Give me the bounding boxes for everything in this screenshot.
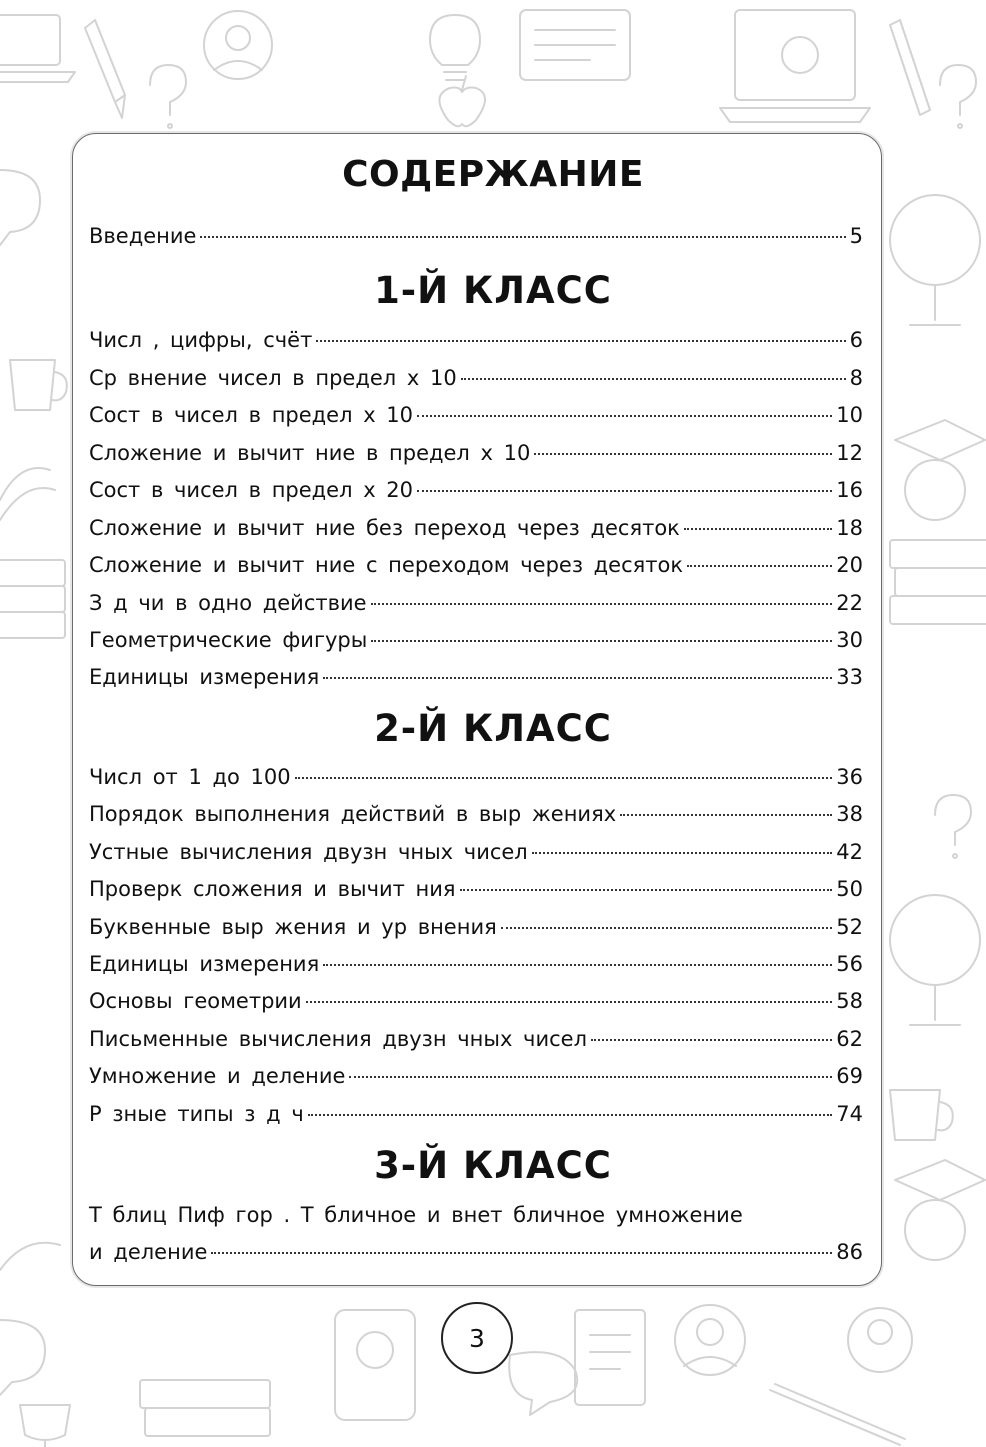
toc-entry-page: 52 [836, 915, 863, 939]
toc-entry[interactable] [89, 949, 863, 979]
toc-entry[interactable] [89, 986, 863, 1016]
dot-leader [295, 777, 833, 779]
toc-entry-page: 62 [836, 1027, 863, 1051]
toc-entry-label: Умножение и деление [89, 1064, 346, 1088]
toc-entry-page: 18 [836, 516, 863, 540]
graduation-cap-icon [895, 420, 985, 1260]
section-heading-grade-1: 1-Й КЛАСС [374, 269, 612, 312]
dot-leader [684, 528, 832, 530]
toc-entry-label: З д чи в одно действие [89, 591, 367, 615]
dot-leader [371, 603, 833, 605]
toc-entry-label: и деление [89, 1240, 208, 1264]
pencil-icon [85, 20, 125, 118]
toc-entry-page: 12 [836, 441, 863, 465]
toc-entry-label: Введение [89, 224, 197, 248]
toc-entry[interactable] [89, 1061, 863, 1091]
laptop-icon [0, 15, 75, 82]
toc-entry[interactable] [89, 1237, 863, 1267]
toc-entry-label: Числ , цифры, счёт [89, 328, 313, 352]
toc-entry-page: 5 [849, 224, 863, 248]
dot-leader [687, 565, 832, 567]
pen-icon [770, 1384, 905, 1445]
toc-entry-label: Письменные вычисления двузн чных чисел [89, 1027, 588, 1051]
toc-entry[interactable] [89, 662, 863, 692]
lightbulb-icon [430, 15, 480, 80]
toc-entry-label: Единицы измерения [89, 952, 320, 976]
page-number: 3 [469, 1323, 485, 1353]
toc-entry-intro[interactable] [89, 221, 863, 251]
toc-entry-page: 50 [836, 877, 863, 901]
toc-entry-page: 38 [836, 802, 863, 826]
toc-entry[interactable] [89, 874, 863, 904]
dot-leader [417, 415, 832, 417]
dot-leader [461, 378, 846, 380]
toc-entry-label: Основы геометрии [89, 989, 302, 1013]
dot-leader [211, 1252, 832, 1254]
toc-entry-label: Сложение и вычит ние без переход через десяток [89, 516, 680, 540]
dot-leader [591, 1039, 832, 1041]
dot-leader [501, 927, 833, 929]
notepad-icon [575, 1310, 645, 1405]
pencil-icon [890, 20, 930, 115]
toc-entry-page: 58 [836, 989, 863, 1013]
toc-entry-label: Р зные типы з д ч [89, 1102, 304, 1126]
toc-entry[interactable] [89, 400, 863, 430]
toc-entry[interactable] [89, 550, 863, 580]
toc-entry[interactable] [89, 762, 863, 792]
apple-icon [439, 76, 485, 126]
toc-entry-label: Сложение и вычит ние в предел х 10 [89, 441, 531, 465]
student-avatar-icon [204, 11, 272, 79]
toc-entry-label: Устные вычисления двузн чных чисел [89, 840, 528, 864]
student-avatar-icon [675, 1305, 912, 1375]
toc-entry[interactable] [89, 588, 863, 618]
toc-entry-page: 10 [836, 403, 863, 427]
dot-leader [308, 1114, 833, 1116]
dot-leader [316, 340, 845, 342]
dot-leader [534, 453, 832, 455]
toc-entry-label: Буквенные выр жения и ур внения [89, 915, 497, 939]
trophy-icon [20, 1405, 70, 1447]
dot-leader [349, 1076, 832, 1078]
toc-entry[interactable] [89, 799, 863, 829]
toc-entry-page: 74 [836, 1102, 863, 1126]
toc-entry-page: 33 [836, 665, 863, 689]
toc-entry[interactable] [89, 475, 863, 505]
dot-leader [323, 677, 832, 679]
toc-entry-label: Ср внение чисел в предел х 10 [89, 366, 457, 390]
toc-entry-page: 6 [849, 328, 863, 352]
toc-entry-label-line-1[interactable]: Т блиц Пиф гор . Т бличное и внет бличное умножение [89, 1203, 743, 1227]
dot-leader [323, 964, 832, 966]
toc-entry-label: Сост в чисел в предел х 20 [89, 478, 414, 502]
toc-entry-page: 20 [836, 553, 863, 577]
toc-entry-page: 22 [836, 591, 863, 615]
notepad-icon [520, 10, 630, 80]
toc-entry-label: Сложение и вычит ние с переходом через десяток [89, 553, 684, 577]
phone-icon [335, 1310, 415, 1420]
dot-leader [200, 236, 845, 238]
toc-entry[interactable] [89, 912, 863, 942]
section-heading-grade-3: 3-Й КЛАСС [374, 1144, 612, 1187]
laptop-icon [720, 10, 870, 122]
section-heading-grade-2: 2-Й КЛАСС [374, 707, 612, 750]
dot-leader [306, 1001, 833, 1003]
toc-entry-page: 86 [836, 1240, 863, 1264]
toc-entry-page: 8 [849, 366, 863, 390]
toc-entry[interactable] [89, 438, 863, 468]
dot-leader [371, 640, 832, 642]
toc-entry[interactable] [89, 837, 863, 867]
toc-entry-label: Порядок выполнения действий в выр жениях [89, 802, 617, 826]
toc-entry-page: 30 [836, 628, 863, 652]
page-title: СОДЕРЖАНИЕ [342, 154, 644, 195]
dot-leader [417, 490, 832, 492]
toc-entry-page: 56 [836, 952, 863, 976]
dot-leader [532, 852, 833, 854]
toc-entry-page: 16 [836, 478, 863, 502]
dot-leader [620, 814, 832, 816]
page-number-badge [441, 1302, 513, 1374]
globe-icon [890, 195, 980, 1025]
dot-leader [460, 889, 833, 891]
toc-entry[interactable] [89, 1099, 863, 1129]
toc-entry[interactable] [89, 1024, 863, 1054]
toc-entry-page: 42 [836, 840, 863, 864]
toc-entry[interactable] [89, 625, 863, 655]
toc-entry-page: 69 [836, 1064, 863, 1088]
toc-entry[interactable] [89, 513, 863, 543]
toc-entry-label: Геометрические фигуры [89, 628, 368, 652]
toc-entry-page: 36 [836, 765, 863, 789]
toc-entry-label: Числ от 1 до 100 [89, 765, 291, 789]
toc-entry-label: Единицы измерения [89, 665, 320, 689]
toc-entry-label: Сост в чисел в предел х 10 [89, 403, 414, 427]
toc-entry-label: Проверк сложения и вычит ния [89, 877, 456, 901]
toc-entry[interactable] [89, 363, 863, 393]
toc-entry[interactable] [89, 325, 863, 355]
